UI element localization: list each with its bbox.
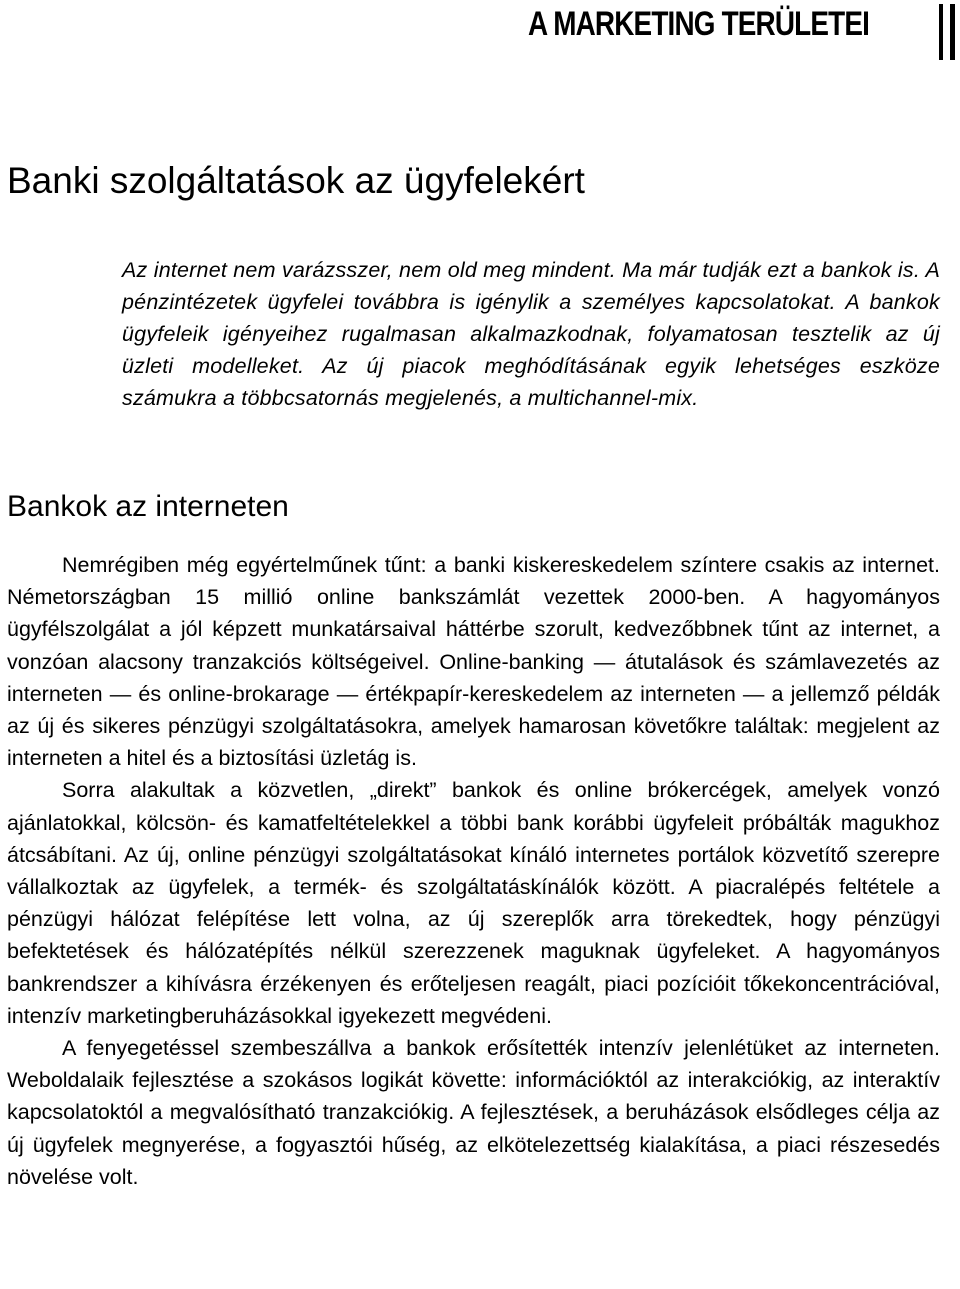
- page-header: [0, 0, 960, 56]
- body-paragraph: Sorra alakultak a közvetlen, „direkt” bankok és online brókercégek, amelyek vonzó ajánlatokkal, kölcsön- és kamatfeltételekkel a többi bank korábbi ügyfeleit próbálták magukhoz átcsábítani. Az új, online pénzügyi szolgáltatásokat kínáló internetes portálok közvetítő szerepre vállalkoztak az ügyfelek, a termék- és szolgáltatáskínálók között. A piacralépés feltétele a pénzügyi hálózat felépítése lett volna, az új szereplők arra törekedtek, hogy pénzügyi befektetések és hálózatépítés nélkül szerezzenek maguknak ügyfeleket. A hagyományos bankrendszer a kihívásra érzékenyen és erőteljesen reagált, piaci pozícióit tőkekoncentrációval, intenzív marketingberuházásokkal igyekezett megvédeni.: [7, 778, 940, 1028]
- section-subtitle: Bankok az interneten: [7, 490, 289, 523]
- article-lead: Az internet nem varázsszer, nem old meg mindent. Ma már tudják ezt a bankok is. A pénzintézetek ügyfelei továbbra is igénylik a személyes kapcsolatokat. A bankok ügyfeleik igényeihez rugalmasan alkalmazkodnak, folyamatosan tesztelik az új üzleti modelleket. Az új piacok meghódításának egyik lehetséges eszköze számukra a többcsatornás megjelenés, a multichannel-mix.: [122, 258, 940, 410]
- body-paragraph: Nemrégiben még egyértelműnek tűnt: a banki kiskereskedelem színtere csakis az internet. Németországban 15 millió online bankszámlát vezettek 2000-ben. A hagyományos ügyfélszolgálat a jól képzett munkatársaival háttérbe szorult, kedvezőbbnek tűnt az internet, a vonzóan alacsony tranzakciós költségeivel. Online-banking — átutalások és számlavezetés az interneten — és online-brokarage — értékpapír-kereskedelem az interneten — a jellemző példák az új és sikeres pénzügyi szolgáltatásokra, amelyek hamarosan követőkre találtak: megjelent az interneten a hitel és a biztosítási üzletág is.: [7, 553, 940, 771]
- article-body: [7, 549, 940, 1193]
- section-title: A MARKETING TERÜLETEI: [528, 5, 870, 43]
- body-paragraph: A fenyegetéssel szembeszállva a bankok erősítették intenzív jelenlétüket az interneten. Weboldalaik fejlesztése a szokásos logikát követte: információktól az interakciókig, az interaktív kapcsolatoktól a megvalósítható tranzakciókig. A fejlesztések, a beruházások elsődleges célja az új ügyfelek megnyerése, a fogyasztói hűség, az elkötelezettség kialakítása, a piaci részesedés növelése volt.: [7, 1036, 940, 1189]
- article-title: Banki szolgáltatások az ügyfelekért: [7, 160, 585, 201]
- header-rule-thin: [939, 4, 943, 60]
- header-rule-thick: [950, 4, 955, 60]
